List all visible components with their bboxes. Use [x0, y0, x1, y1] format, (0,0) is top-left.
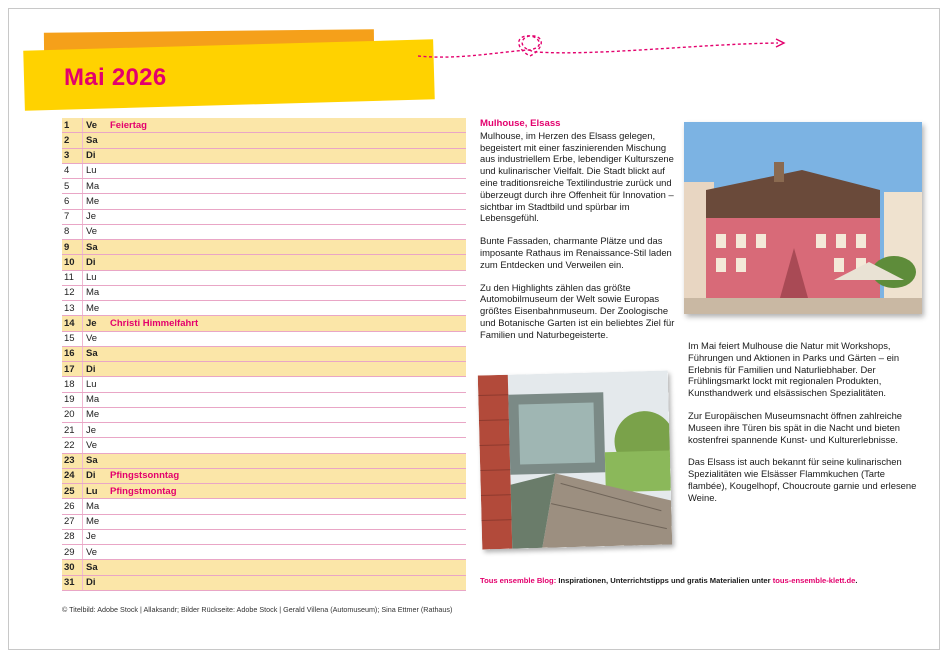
row-separator: [82, 286, 83, 300]
day-number: 12: [64, 287, 75, 299]
day-number: 6: [64, 195, 70, 207]
day-number: 13: [64, 302, 75, 314]
calendar-day-row: [62, 576, 466, 591]
blog-note: [480, 576, 858, 585]
calendar-day-row: [62, 377, 466, 392]
calendar-day-row: [62, 271, 466, 286]
row-separator: [82, 347, 83, 361]
day-of-week: Je: [86, 317, 97, 329]
day-number: 26: [64, 500, 75, 512]
day-of-week: Lu: [86, 165, 97, 177]
calendar-day-row: [62, 545, 466, 560]
day-of-week: Ma: [86, 287, 100, 299]
day-number: 23: [64, 455, 75, 467]
calendar-day-row: [62, 210, 466, 225]
calendar-day-row: [62, 194, 466, 209]
calendar-day-row: [62, 286, 466, 301]
day-number: 7: [64, 211, 70, 223]
calendar-day-row: [62, 560, 466, 575]
day-of-week: Sa: [86, 561, 98, 573]
day-of-week: Je: [86, 424, 97, 436]
day-of-week: Lu: [86, 272, 97, 284]
calendar-day-row: [62, 240, 466, 255]
calendar-day-row: [62, 301, 466, 316]
day-number: 30: [64, 561, 75, 573]
row-separator: [82, 545, 83, 559]
day-of-week: Sa: [86, 241, 98, 253]
day-of-week: Je: [86, 531, 97, 543]
day-of-week: Ma: [86, 500, 100, 512]
town-hall-photo: [684, 122, 922, 314]
calendar-day-row: [62, 347, 466, 362]
row-separator: [82, 499, 83, 513]
article-paragraph: Zur Europäischen Museumsnacht öffnen zahlreiche Museen ihre Türen bis spät in die Nacht und bieten kostenfrei spannende Kunst- und Kulturerlebnisse.: [688, 409, 903, 445]
day-number: 4: [64, 165, 70, 177]
day-of-week: Ma: [86, 394, 100, 406]
day-number: 25: [64, 485, 75, 497]
calendar-day-row: [62, 408, 466, 423]
article-column-1: [480, 118, 678, 352]
day-of-week: Ma: [86, 180, 100, 192]
day-of-week: Me: [86, 302, 100, 314]
day-number: 20: [64, 409, 75, 421]
day-number: 24: [64, 470, 75, 482]
photo-credits: © Titelbild: Adobe Stock | Allaksandr; Bilder Rückseite: Adobe Stock | Gerald Villena (Automuseum); Sina Ettmer (Rathaus): [62, 605, 453, 614]
row-separator: [82, 133, 83, 147]
holiday-label: Feiertag: [110, 119, 147, 131]
calendar-day-row: [62, 225, 466, 240]
day-number: 8: [64, 226, 70, 238]
day-number: 16: [64, 348, 75, 360]
day-number: 17: [64, 363, 75, 375]
row-separator: [82, 560, 83, 574]
day-number: 28: [64, 531, 75, 543]
calendar-day-row: [62, 164, 466, 179]
article-heading: Mulhouse, Elsass: [480, 118, 561, 129]
holiday-label: Christi Himmelfahrt: [110, 317, 199, 329]
day-of-week: Je: [86, 211, 97, 223]
row-separator: [82, 515, 83, 529]
row-separator: [82, 332, 83, 346]
calendar-day-row: [62, 133, 466, 148]
row-separator: [82, 438, 83, 452]
calendar-day-row: [62, 316, 466, 331]
day-of-week: Me: [86, 409, 100, 421]
row-separator: [82, 362, 83, 376]
day-number: 14: [64, 317, 75, 329]
row-separator: [82, 484, 83, 498]
row-separator: [82, 179, 83, 193]
day-of-week: Di: [86, 577, 96, 589]
heart-dashed-line-icon: [418, 26, 798, 66]
article-column-2: [688, 340, 920, 515]
calendar-list: [62, 118, 466, 591]
article-paragraph: Zu den Highlights zählen das größte Automobilmuseum der Welt sowie Europas größtes Eisenbahnmuseum. Der Zoologische und Botanische Garten ist ein beliebtes Ziel für Familien und Naturbegeisterte.: [480, 281, 675, 340]
day-number: 15: [64, 333, 75, 345]
holiday-label: Pfingstmontag: [110, 485, 177, 497]
blog-text: Inspirationen, Unterrichtstipps und gratis Materialien unter: [556, 576, 773, 585]
day-number: 19: [64, 394, 75, 406]
day-number: 21: [64, 424, 75, 436]
row-separator: [82, 149, 83, 163]
day-of-week: Ve: [86, 546, 98, 558]
day-of-week: Sa: [86, 134, 98, 146]
day-number: 11: [64, 272, 74, 284]
day-of-week: Ve: [86, 333, 98, 345]
day-number: 10: [64, 256, 75, 268]
day-number: 3: [64, 150, 70, 162]
day-number: 1: [64, 119, 70, 131]
day-number: 22: [64, 439, 75, 451]
calendar-day-row: [62, 484, 466, 499]
row-separator: [82, 377, 83, 391]
calendar-day-row: [62, 255, 466, 270]
row-separator: [82, 255, 83, 269]
day-of-week: Di: [86, 470, 96, 482]
row-separator: [82, 194, 83, 208]
day-of-week: Di: [86, 256, 96, 268]
calendar-day-row: [62, 515, 466, 530]
row-separator: [82, 271, 83, 285]
blog-label: Tous ensemble Blog:: [480, 576, 557, 585]
row-separator: [82, 118, 83, 132]
row-separator: [82, 164, 83, 178]
page-title: Mai 2026: [64, 64, 167, 91]
row-separator: [82, 530, 83, 544]
day-of-week: Sa: [86, 348, 98, 360]
day-of-week: Me: [86, 195, 100, 207]
calendar-day-row: [62, 469, 466, 484]
day-of-week: Ve: [86, 439, 98, 451]
article-paragraph: Im Mai feiert Mulhouse die Natur mit Workshops, Führungen und Aktionen in Parks und Gärten – ein Erlebnis für Familien und Naturliebhaber. Der Frühlingsmarkt lockt mit regionalen Produkten, Kunsthandwerk und elsässischen Spezialitäten.: [688, 340, 900, 399]
row-separator: [82, 301, 83, 315]
day-of-week: Ve: [86, 119, 98, 131]
day-number: 31: [64, 577, 75, 589]
calendar-day-row: [62, 393, 466, 408]
article-paragraph: Bunte Fassaden, charmante Plätze und das imposante Rathaus im Renaissance-Stil laden zum Entdecken und Verweilen ein.: [480, 235, 672, 270]
article-paragraph: Mulhouse, im Herzen des Elsass gelegen, begeistert mit einer faszinierenden Mischung aus industriellem Erbe, lebendiger Kulturszene und kulinarischer Vielfalt. Die Stadt blickt auf eine traditionsreiche Textilindustrie zurück und überzeugt durch ihre Offenheit für Innovation – sichtbar im Stadtbild und spürbar im Lebensgefühl.: [480, 129, 674, 224]
row-separator: [82, 225, 83, 239]
day-number: 5: [64, 180, 70, 192]
day-number: 9: [64, 241, 70, 253]
row-separator: [82, 210, 83, 224]
calendar-day-row: [62, 423, 466, 438]
row-separator: [82, 393, 83, 407]
article-paragraph: Das Elsass ist auch bekannt für seine kulinarischen Spezialitäten wie Elsässer Flammkuchen (Tarte flambée), Kougelhopf, Choucroute garnie und erlesene Weine.: [688, 456, 917, 503]
day-number: 27: [64, 516, 75, 528]
day-number: 2: [64, 134, 70, 146]
day-of-week: Ve: [86, 226, 98, 238]
day-number: 18: [64, 378, 75, 390]
calendar-day-row: [62, 530, 466, 545]
museum-bridge-photo: [478, 371, 672, 550]
calendar-day-row: [62, 149, 466, 164]
day-of-week: Sa: [86, 455, 98, 467]
calendar-day-row: [62, 438, 466, 453]
day-of-week: Lu: [86, 485, 98, 497]
day-of-week: Lu: [86, 378, 97, 390]
row-separator: [82, 408, 83, 422]
calendar-day-row: [62, 179, 466, 194]
day-of-week: Di: [86, 363, 96, 375]
calendar-day-row: [62, 118, 466, 133]
blog-end: .: [855, 576, 858, 585]
row-separator: [82, 240, 83, 254]
calendar-day-row: [62, 499, 466, 514]
row-separator: [82, 423, 83, 437]
day-number: 29: [64, 546, 75, 558]
row-separator: [82, 454, 83, 468]
row-separator: [82, 576, 83, 590]
day-of-week: Me: [86, 516, 100, 528]
calendar-day-row: [62, 332, 466, 347]
row-separator: [82, 316, 83, 330]
row-separator: [82, 469, 83, 483]
calendar-day-row: [62, 362, 466, 377]
blog-link[interactable]: tous-ensemble-klett.de: [772, 576, 856, 585]
calendar-day-row: [62, 454, 466, 469]
day-of-week: Di: [86, 150, 96, 162]
holiday-label: Pfingstsonntag: [110, 470, 180, 482]
